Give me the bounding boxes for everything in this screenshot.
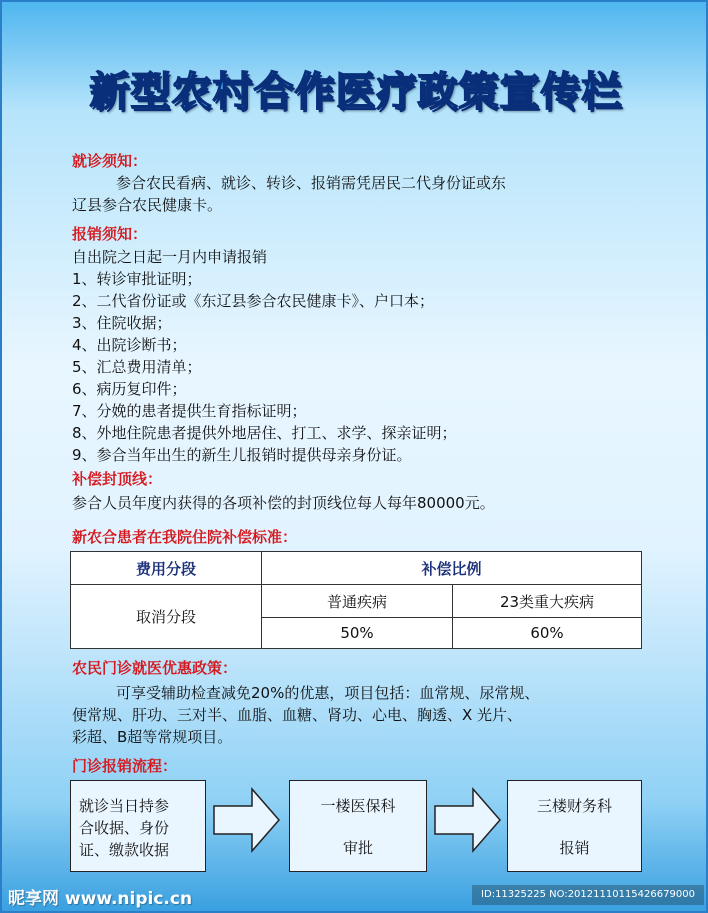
sub-common: 普通疾病 [262, 585, 453, 618]
reimburse-item: 7、分娩的患者提供生育指标证明； [72, 402, 307, 420]
flow-step-1-line: 就诊当日持参 [79, 797, 170, 815]
standard-heading: 新农合患者在我院住院补偿标准： [72, 528, 298, 546]
row-label: 取消分段 [71, 585, 262, 649]
reimburse-item: 1、转诊审批证明； [72, 270, 202, 288]
cap-heading: 补偿封顶线： [72, 470, 163, 488]
outpatient-heading: 农民门诊就医优惠政策： [72, 659, 238, 677]
val-common: 50% [262, 618, 453, 649]
outpatient-line-2: 便常规、肝功、三对半、血脂、血糖、肾功、心电、胸透、X 光片、 [72, 706, 523, 724]
outpatient-line-3: 彩超、B超等常规项目。 [72, 728, 233, 746]
visit-line-1: 参合农民看病、就诊、转诊、报销需凭居民二代身份证或东 [116, 174, 507, 192]
reimburse-intro: 自出院之日起一月内申请报销 [72, 248, 268, 266]
flow-step-3 [507, 780, 642, 872]
flow-step-2-title: 一楼医保科 [320, 797, 396, 815]
flow-step-1-line: 证、缴款收据 [79, 841, 170, 859]
flow-step-2-action: 审批 [342, 839, 373, 857]
visit-line-2: 辽县参合农民健康卡。 [72, 196, 223, 214]
watermark-id: ID:11325225 NO:20121110115426679000 [472, 885, 704, 905]
reimburse-item: 5、汇总费用清单； [72, 358, 202, 376]
flow-step-3-action: 报销 [559, 839, 590, 857]
flow-step-1 [70, 780, 206, 872]
compensation-table [70, 551, 642, 649]
flow-step-1-line: 合收据、身份 [79, 819, 170, 837]
flow-step-2 [289, 780, 427, 872]
reimburse-item: 2、二代省份证或《东辽县参合农民健康卡》、户口本； [72, 292, 435, 310]
outpatient-line-1: 可享受辅助检查减免20%的优惠，项目包括：血常规、尿常规、 [116, 684, 540, 702]
watermark-brand: 昵享网 www.nipic.cn [8, 889, 193, 909]
col-ratio-header: 补偿比例 [262, 552, 642, 585]
reimburse-item: 8、外地住院患者提供外地居住、打工、求学、探亲证明； [72, 424, 457, 442]
flow-arrow-right-icon [212, 786, 282, 854]
val-major: 60% [453, 618, 642, 649]
page-title: 新型农村合作医疗政策宣传栏 [89, 69, 623, 115]
flow-arrow-right-icon [433, 786, 503, 854]
reimburse-heading: 报销须知： [72, 225, 148, 243]
flow-step-3-title: 三楼财务科 [536, 797, 612, 815]
visit-heading: 就诊须知： [72, 152, 148, 170]
reimburse-item: 6、病历复印件； [72, 380, 187, 398]
reimburse-item: 9、参合当年出生的新生儿报销时提供母亲身份证。 [72, 446, 412, 464]
reimburse-item: 4、出院诊断书； [72, 336, 187, 354]
sub-major: 23类重大疾病 [453, 585, 642, 618]
flow-heading: 门诊报销流程： [72, 757, 178, 775]
cap-text: 参合人员年度内获得的各项补偿的封顶线位每人每年80000元。 [72, 494, 495, 512]
reimburse-item: 3、住院收据； [72, 314, 172, 332]
col-fee-header: 费用分段 [71, 552, 262, 585]
